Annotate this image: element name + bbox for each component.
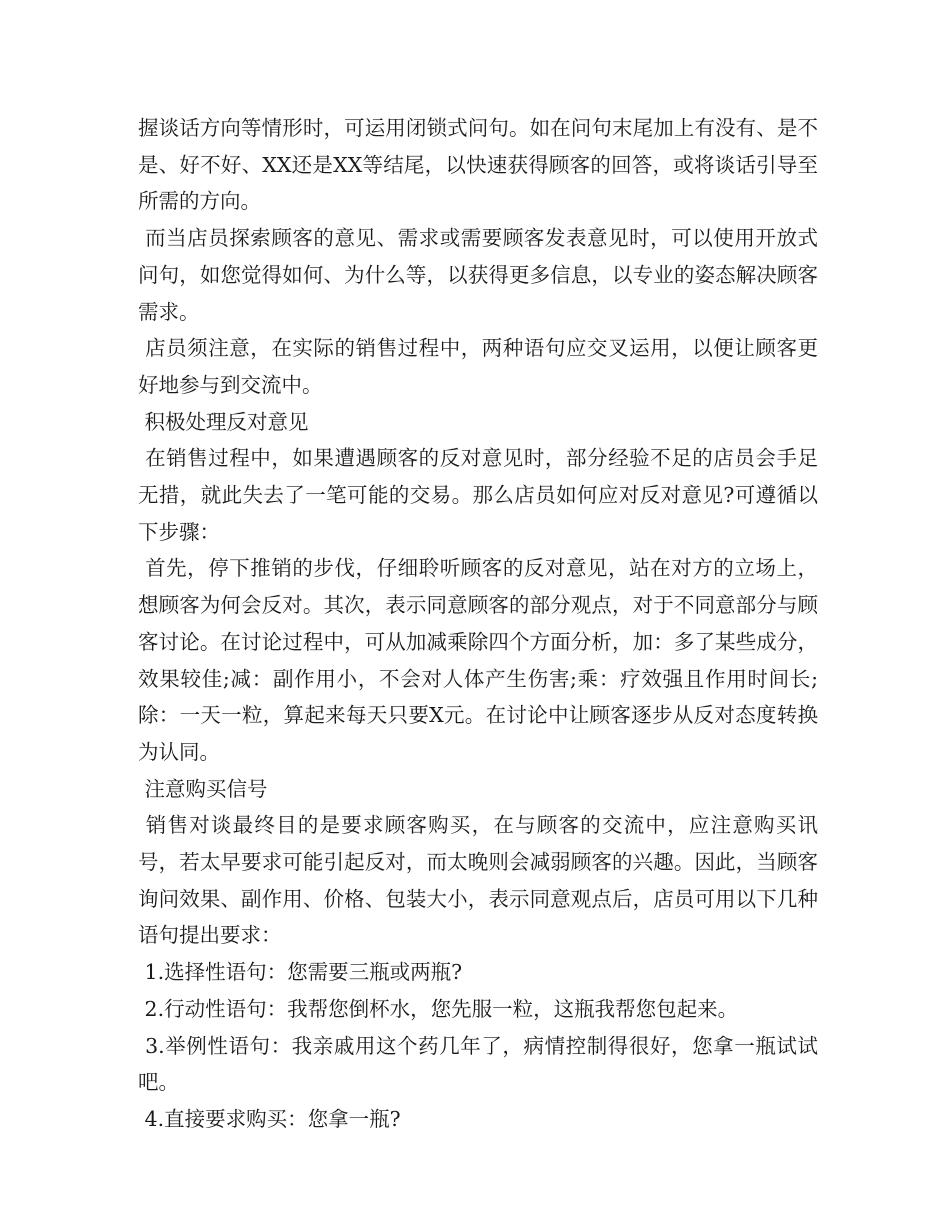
list-item-direct-request: 4.直接要求购买：您拿一瓶? <box>138 1106 401 1131</box>
paragraph-objections-steps: 首先，停下推销的步伐，仔细聆听顾客的反对意见，站在对方的立场上，想顾客为何会反对。其次，表示同意顾客的部分观点，对于不同意部分与顾客讨论。在讨论过程中，可从加减乘除四个方面分析，加：多了某些成分，效果较佳;减：副作用小，不会对人体产生伤害;乘：疗效强且作用时间长;除：一天一粒，算起来每天只要X元。在讨论中让顾客逐步从反对态度转换为认同。 <box>138 556 818 764</box>
section-heading-objections: 积极处理反对意见 <box>138 409 309 434</box>
paragraph-closed-questions: 握谈话方向等情形时，可运用闭锁式问句。如在问句末尾加上有没有、是不是、好不好、XX还是XX等结尾，以快速获得顾客的回答，或将谈话引导至所需的方向。 <box>138 116 818 214</box>
list-item-example-phrase: 3.举例性语句：我亲戚用这个药几年了，病情控制得很好，您拿一瓶试试吧。 <box>138 1033 818 1095</box>
section-heading-buying-signals: 注意购买信号 <box>138 776 268 801</box>
paragraph-mixed-usage: 店员须注意，在实际的销售过程中，两种语句应交叉运用，以便让顾客更好地参与到交流中。 <box>138 336 818 397</box>
paragraph-open-questions: 而当店员探索顾客的意见、需求或需要顾客发表意见时，可以使用开放式问句，如您觉得如何、为什么等，以获得更多信息，以专业的姿态解决顾客需求。 <box>138 226 818 324</box>
paragraph-objections-intro: 在销售过程中，如果遭遇顾客的反对意见时，部分经验不足的店员会手足无措，就此失去了一笔可能的交易。那么店员如何应对反对意见?可遵循以下步骤： <box>138 446 818 544</box>
document-body <box>138 110 818 1138</box>
paragraph-buying-signals: 销售对谈最终目的是要求顾客购买，在与顾客的交流中，应注意购买讯号，若太早要求可能引起反对，而太晚则会减弱顾客的兴趣。因此，当顾客询问效果、副作用、价格、包装大小，表示同意观点后，店员可用以下几种语句提出要求： <box>138 813 818 948</box>
list-item-action-phrase: 2.行动性语句：我帮您倒杯水，您先服一粒，这瓶我帮您包起来。 <box>138 996 739 1021</box>
list-item-choice-phrase: 1.选择性语句：您需要三瓶或两瓶? <box>138 960 463 985</box>
